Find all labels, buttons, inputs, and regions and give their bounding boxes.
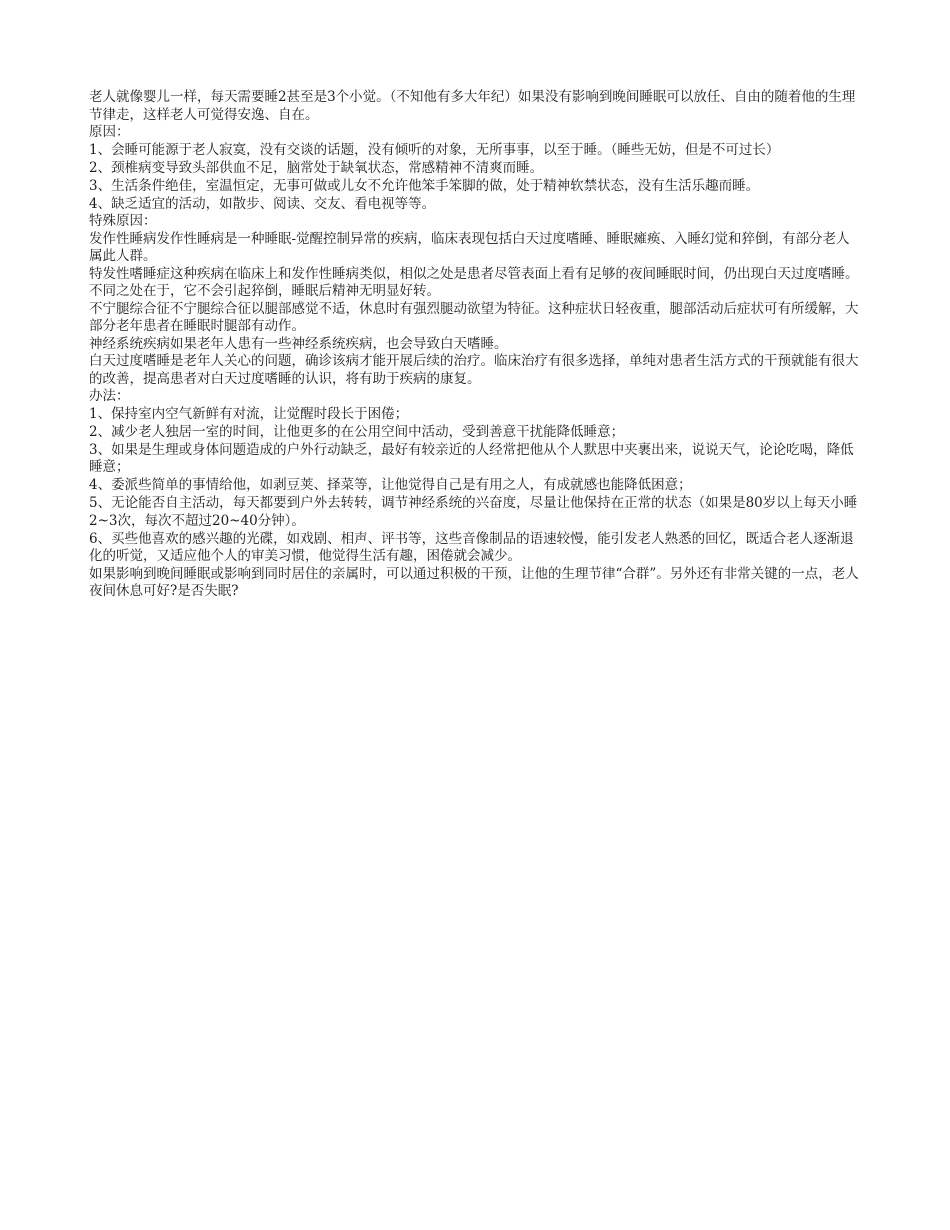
special-item-narcolepsy: 发作性睡病发作性睡病是一种睡眠-觉醒控制异常的疾病，临床表现包括白天过度嗜睡、睡眠瘫痪、入睡幻觉和猝倒，有部分老人属此人群。 — [89, 230, 850, 264]
cause-item-3: 3、生活条件绝佳，室温恒定，无事可做或儿女不允许他笨手笨脚的做，处于精神软禁状态，没有生活乐趣而睡。 — [89, 177, 760, 194]
cause-item-4: 4、缺乏适宜的活动，如散步、阅读、交友、看电视等等。 — [89, 195, 436, 212]
closing-paragraph: 如果影响到晚间睡眠或影响到同时居住的亲属时，可以通过积极的干预，让他的生理节律“合群”。另外还有非常关键的一点，老人夜间休息可好?是否失眠? — [89, 565, 859, 599]
document-body — [89, 89, 861, 601]
special-item-hypersomnia: 特发性嗜睡症这种疾病在临床上和发作性睡病类似，相似之处是患者尽管表面上看有足够的夜间睡眠时间，仍出现白天过度嗜睡。不同之处在于，它不会引起猝倒，睡眠后精神无明显好转。 — [89, 265, 859, 299]
cause-item-1: 1、会睡可能源于老人寂寞，没有交谈的话题，没有倾听的对象，无所事事，以至于睡。（睡些无妨，但是不可过长） — [89, 141, 780, 158]
methods-heading: 办法： — [89, 388, 130, 404]
special-causes-heading: 特殊原因： — [89, 213, 157, 229]
special-item-restless-legs: 不宁腿综合征不宁腿综合征以腿部感觉不适，休息时有强烈腿动欲望为特征。这种症状日轻夜重，腿部活动后症状可有所缓解，大部分老年患者在睡眠时腿部有动作。 — [89, 300, 859, 334]
method-item-2: 2、减少老人独居一室的时间，让他更多的在公用空间中活动，受到善意干扰能降低睡意； — [89, 423, 625, 440]
method-item-1: 1、保持室内空气新鲜有对流，让觉醒时段长于困倦； — [89, 405, 409, 422]
method-item-3: 3、如果是生理或身体问题造成的户外行动缺乏，最好有较亲近的人经常把他从个人默思中夹裹出来，说说天气，论论吃喝，降低睡意； — [89, 441, 854, 475]
method-item-4: 4、委派些简单的事情给他，如剥豆荚、择菜等，让他觉得自己是有用之人，有成就感也能降低困意； — [89, 477, 692, 493]
method-item-6: 6、买些他喜欢的感兴趣的光碟，如戏剧、相声、评书等，这些音像制品的语速较慢，能引发老人熟悉的回忆，既适合老人逐渐退化的听觉，又适应他个人的审美习惯，他觉得生活有趣，困倦就会减少。 — [89, 530, 854, 564]
cause-item-2: 2、颈椎病变导致头部供血不足，脑常处于缺氧状态，常感精神不清爽而睡。 — [89, 159, 544, 176]
special-item-treatment: 白天过度嗜睡是老年人关心的问题，确诊该病才能开展后续的治疗。临床治疗有很多选择，单纯对患者生活方式的干预就能有很大的改善，提高患者对白天过度嗜睡的认识，将有助于疾病的康复。 — [89, 353, 859, 387]
special-item-neurological: 神经系统疾病如果老年人患有一些神经系统疾病，也会导致白天嗜睡。 — [89, 335, 508, 352]
intro-paragraph: 老人就像婴儿一样，每天需要睡2甚至是3个小觉。（不知他有多大年纪）如果没有影响到晚间睡眠可以放任、自由的随着他的生理节律走，这样老人可觉得安逸、自在。 — [89, 89, 856, 123]
causes-heading: 原因： — [89, 124, 130, 140]
method-item-5: 5、无论能否自主活动，每天都要到户外去转转，调节神经系统的兴奋度，尽量让他保持在正常的状态（如果是80岁以上每天小睡2~3次，每次不超过20~40分钟）。 — [89, 495, 858, 529]
